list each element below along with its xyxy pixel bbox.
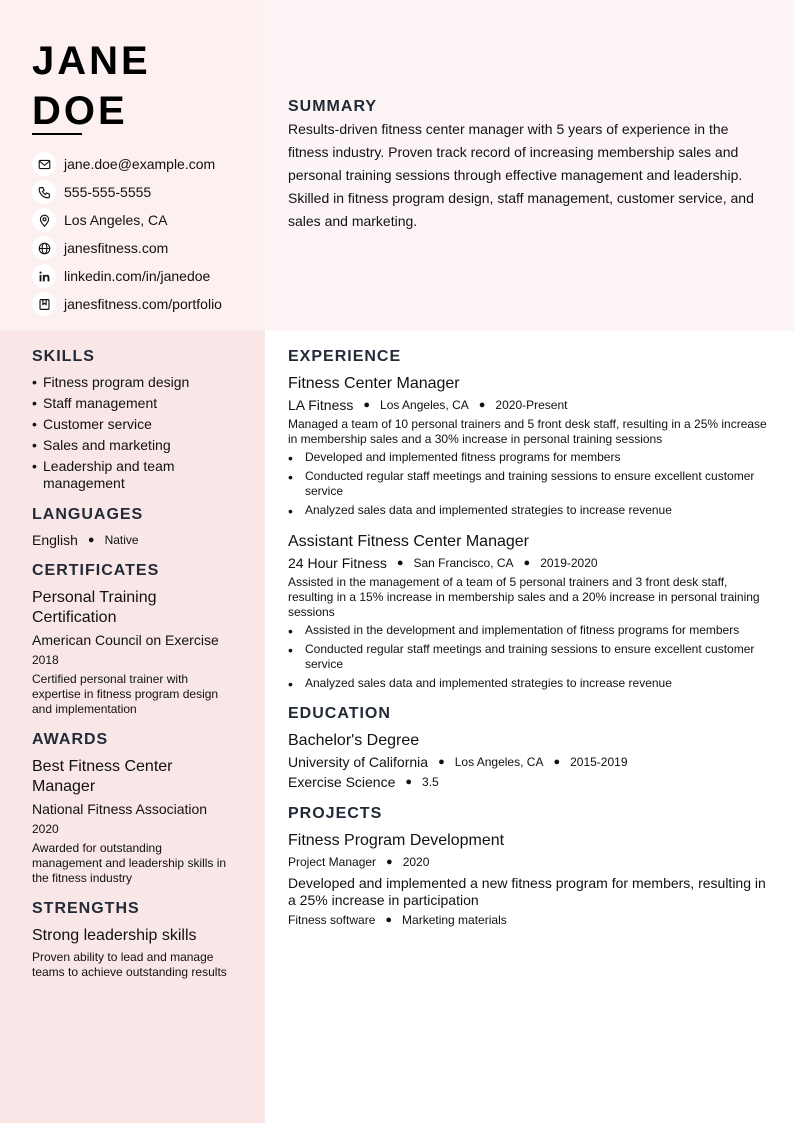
certificate-issuer: American Council on Exercise bbox=[32, 632, 219, 648]
job-location: Los Angeles, CA bbox=[380, 398, 469, 412]
contact-email-text: jane.doe@example.com bbox=[64, 156, 216, 172]
contact-linkedin-text: linkedin.com/in/janedoe bbox=[64, 268, 211, 284]
award-year: 2020 bbox=[32, 822, 59, 836]
education-heading: EDUCATION bbox=[288, 705, 391, 722]
separator-dot: ● bbox=[523, 557, 531, 569]
job-bullets bbox=[288, 623, 768, 691]
award-description: Awarded for outstanding management and leadership skills in the fitness industry bbox=[32, 841, 227, 885]
phone-icon bbox=[32, 180, 56, 204]
separator-dot: ● bbox=[87, 534, 95, 546]
education-school: University of California bbox=[288, 754, 429, 770]
job-bullet: • Developed and implemented fitness programs for members bbox=[288, 450, 768, 465]
separator-dot: ● bbox=[405, 776, 413, 788]
job-location: San Francisco, CA bbox=[413, 556, 514, 570]
languages-heading: LANGUAGES bbox=[32, 506, 144, 523]
job-bullets bbox=[288, 450, 768, 518]
summary-section bbox=[288, 98, 770, 233]
job-bullet: • Analyzed sales data and implemented strategies to increase revenue bbox=[288, 503, 768, 518]
skill-item: • Sales and marketing bbox=[32, 437, 232, 454]
job-entry bbox=[288, 532, 768, 691]
job-description: Assisted in the management of a team of 5 personal trainers and 3 front desk staff, resulting in a 15% increase in membership sales and a 20% increase in personal training sessions bbox=[288, 575, 760, 619]
project-tag: Marketing materials bbox=[402, 913, 507, 927]
education-field-row bbox=[288, 774, 768, 791]
job-bullet: • Assisted in the development and implementation of fitness programs for members bbox=[288, 623, 768, 638]
contact-portfolio-text: janesfitness.com/portfolio bbox=[64, 296, 222, 312]
award-name: Best Fitness Center Manager bbox=[32, 758, 173, 795]
language-item bbox=[32, 532, 232, 548]
last-name: DOE bbox=[32, 89, 128, 133]
job-company: 24 Hour Fitness bbox=[288, 555, 387, 571]
skill-item: • Fitness program design bbox=[32, 374, 232, 391]
education-field: Exercise Science bbox=[288, 774, 396, 790]
job-dates: 2019-2020 bbox=[540, 556, 598, 570]
education-entry bbox=[288, 731, 768, 791]
education-dates: 2015-2019 bbox=[570, 755, 628, 769]
separator-dot: ● bbox=[396, 557, 404, 569]
strength-description: Proven ability to lead and manage teams to achieve outstanding results bbox=[32, 950, 227, 979]
envelope-icon bbox=[32, 152, 56, 176]
location-pin-icon bbox=[32, 208, 56, 232]
candidate-name bbox=[32, 36, 151, 136]
projects-heading: PROJECTS bbox=[288, 805, 383, 822]
job-meta bbox=[288, 555, 768, 572]
education-degree: Bachelor's Degree bbox=[288, 732, 420, 749]
strength-name: Strong leadership skills bbox=[32, 927, 197, 944]
job-company: LA Fitness bbox=[288, 397, 354, 413]
job-title: Fitness Center Manager bbox=[288, 375, 460, 392]
contact-website[interactable] bbox=[32, 234, 222, 262]
contact-list bbox=[32, 150, 222, 318]
skill-item: • Leadership and team management bbox=[32, 458, 232, 492]
job-dates: 2020-Present bbox=[495, 398, 568, 412]
main-column bbox=[288, 348, 768, 943]
project-meta bbox=[288, 854, 768, 871]
certificate-description: Certified personal trainer with expertise in fitness program design and implementation bbox=[32, 672, 219, 716]
portfolio-icon bbox=[32, 292, 56, 316]
project-tags bbox=[288, 912, 768, 929]
contact-email[interactable] bbox=[32, 150, 222, 178]
contact-linkedin[interactable] bbox=[32, 262, 222, 290]
job-description: Managed a team of 10 personal trainers and 5 front desk staff, resulting in a 25% increase in membership sales and a 30% increase in personal training sessions bbox=[288, 417, 767, 446]
education-gpa: 3.5 bbox=[422, 775, 439, 789]
awards-heading: AWARDS bbox=[32, 731, 109, 748]
job-bullet: • Analyzed sales data and implemented strategies to increase revenue bbox=[288, 676, 768, 691]
contact-website-text: janesfitness.com bbox=[64, 240, 169, 256]
project-role: Project Manager bbox=[288, 855, 377, 869]
first-name: JANE bbox=[32, 39, 151, 83]
project-description: Developed and implemented a new fitness program for members, resulting in a 25% increase in participation bbox=[288, 875, 766, 908]
contact-location bbox=[32, 206, 222, 234]
skills-heading: SKILLS bbox=[32, 348, 95, 365]
project-name: Fitness Program Development bbox=[288, 832, 505, 849]
language-level: Native bbox=[104, 533, 139, 547]
certificate-name: Personal Training Certification bbox=[32, 589, 157, 626]
project-year: 2020 bbox=[402, 855, 430, 869]
award-issuer: National Fitness Association bbox=[32, 801, 208, 817]
separator-dot: ● bbox=[438, 756, 445, 768]
contact-phone-text: 555-555-5555 bbox=[64, 184, 152, 200]
project-tag: Fitness software bbox=[288, 913, 376, 927]
experience-heading: EXPERIENCE bbox=[288, 348, 402, 365]
job-entry bbox=[288, 374, 768, 518]
contact-location-text: Los Angeles, CA bbox=[64, 212, 168, 228]
sidebar bbox=[32, 348, 232, 982]
contact-phone[interactable] bbox=[32, 178, 222, 206]
job-bullet: • Conducted regular staff meetings and training sessions to ensure excellent customer service bbox=[288, 642, 768, 672]
education-location: Los Angeles, CA bbox=[454, 755, 544, 769]
globe-icon bbox=[32, 236, 56, 260]
contact-portfolio[interactable] bbox=[32, 290, 222, 318]
strengths-heading: STRENGTHS bbox=[32, 900, 140, 917]
separator-dot: ● bbox=[553, 756, 561, 768]
job-title: Assistant Fitness Center Manager bbox=[288, 533, 529, 550]
award-item bbox=[32, 757, 232, 886]
skills-list bbox=[32, 374, 232, 492]
education-meta bbox=[288, 754, 768, 771]
separator-dot: ● bbox=[363, 399, 371, 411]
certificate-item bbox=[32, 588, 232, 717]
skill-item: • Customer service bbox=[32, 416, 232, 433]
language-name: English bbox=[32, 532, 78, 548]
name-underline bbox=[32, 133, 82, 135]
project-entry bbox=[288, 831, 768, 929]
separator-dot: ● bbox=[386, 856, 393, 868]
linkedin-icon bbox=[32, 264, 56, 288]
summary-heading: SUMMARY bbox=[288, 98, 378, 115]
strength-item bbox=[32, 926, 232, 980]
separator-dot: ● bbox=[478, 399, 486, 411]
separator-dot: ● bbox=[385, 914, 393, 926]
certificate-year: 2018 bbox=[32, 653, 59, 667]
job-bullet: • Conducted regular staff meetings and training sessions to ensure excellent customer service bbox=[288, 469, 768, 499]
summary-text: Results-driven fitness center manager with 5 years of experience in the fitness industry. Proven track record of increasing membership sales and personal training sessions through effective management and leadership. Skilled in fitness program design, staff management, customer service, and sales and marketing. bbox=[288, 121, 754, 229]
job-meta bbox=[288, 397, 768, 414]
skill-item: • Staff management bbox=[32, 395, 232, 412]
certificates-heading: CERTIFICATES bbox=[32, 562, 160, 579]
